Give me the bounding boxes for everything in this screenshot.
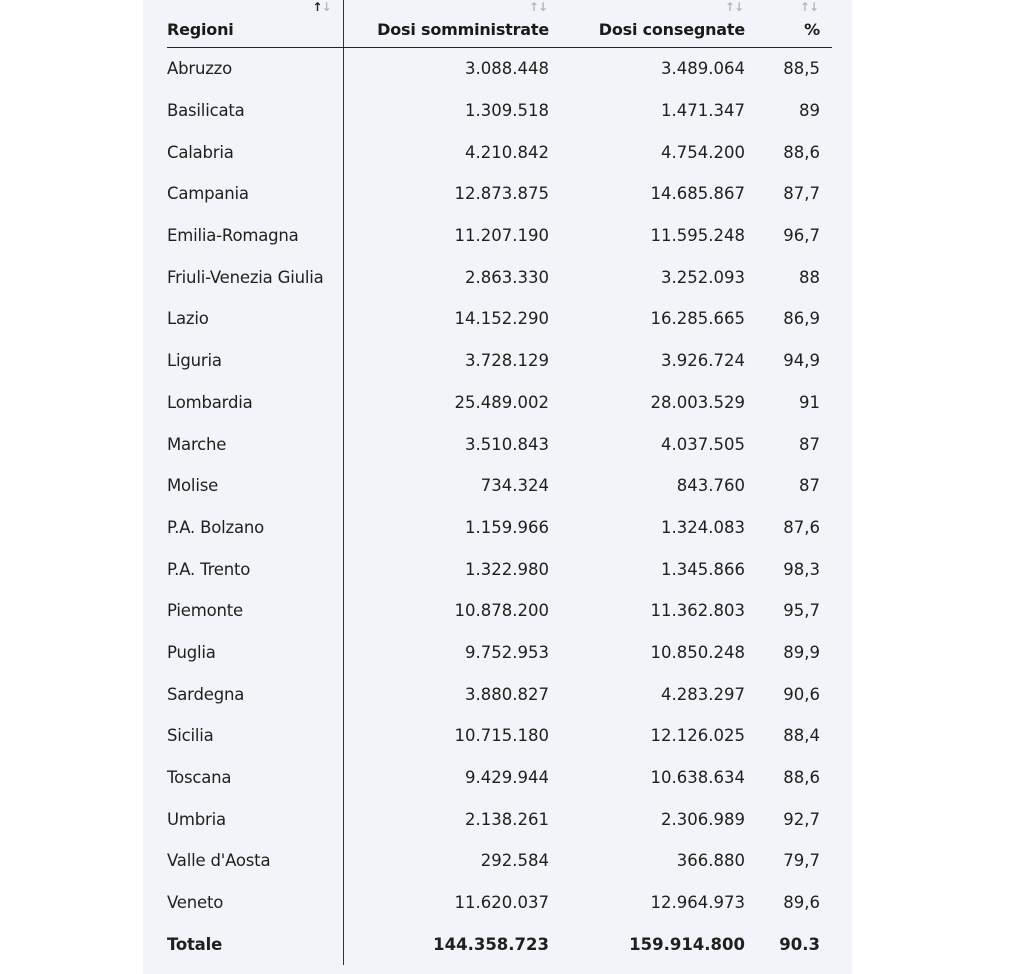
percent-cell: 79,7	[783, 851, 820, 871]
percent-cell: 91	[799, 392, 820, 412]
table-row	[167, 215, 832, 257]
delivered-cell: 10.850.248	[650, 642, 745, 662]
column-header-region[interactable]	[167, 0, 343, 48]
table-body	[167, 48, 832, 966]
delivered-cell: 4.037.505	[661, 434, 745, 454]
percent-cell: 86,9	[783, 309, 820, 329]
delivered-cell: 366.880	[676, 851, 745, 871]
table-row	[167, 673, 832, 715]
delivered-cell: 4.754.200	[661, 142, 745, 162]
table-row	[167, 715, 832, 757]
percent-cell: 89	[799, 101, 820, 121]
administered-cell: 11.207.190	[454, 226, 549, 246]
delivered-cell: 1.345.866	[661, 559, 745, 579]
percent-cell: 88	[799, 267, 820, 287]
table-row	[167, 173, 832, 215]
table-row	[167, 465, 832, 507]
percent-cell: 87,6	[783, 517, 820, 537]
region-cell: Lazio	[167, 298, 343, 340]
administered-cell: 2.863.330	[465, 267, 549, 287]
percent-cell: 88,6	[783, 142, 820, 162]
administered-cell: 9.752.953	[465, 642, 549, 662]
administered-cell: 4.210.842	[465, 142, 549, 162]
sort-icon[interactable]: ↑↓	[528, 0, 547, 14]
table-row	[167, 382, 832, 424]
delivered-cell: 4.283.297	[661, 684, 745, 704]
region-cell: Emilia-Romagna	[167, 215, 343, 257]
delivered-cell: 28.003.529	[650, 392, 745, 412]
region-cell: Lombardia	[167, 382, 343, 424]
administered-cell: 11.620.037	[454, 893, 549, 913]
region-cell: Sardegna	[167, 673, 343, 715]
delivered-cell: 2.306.989	[661, 809, 745, 829]
region-cell: Abruzzo	[167, 48, 343, 90]
percent-cell: 88,6	[783, 768, 820, 788]
administered-cell: 1.309.518	[465, 101, 549, 121]
delivered-cell: 11.595.248	[650, 226, 745, 246]
table-row	[167, 48, 832, 90]
administered-cell: 3.728.129	[465, 351, 549, 371]
percent-cell: 87	[799, 434, 820, 454]
administered-cell: 3.880.827	[465, 684, 549, 704]
region-cell: Basilicata	[167, 90, 343, 132]
administered-cell: 2.138.261	[465, 809, 549, 829]
administered-cell: 1.322.980	[465, 559, 549, 579]
column-header-label: %	[804, 20, 820, 39]
region-cell: Campania	[167, 173, 343, 215]
region-cell: Friuli-Venezia Giulia	[167, 256, 343, 298]
table-row	[167, 548, 832, 590]
delivered-cell: 14.685.867	[650, 184, 745, 204]
administered-cell: 9.429.944	[465, 768, 549, 788]
region-cell: Molise	[167, 465, 343, 507]
percent-cell: 88,5	[783, 59, 820, 79]
administered-cell: 292.584	[480, 851, 549, 871]
table-row	[167, 590, 832, 632]
column-header-percent[interactable]	[757, 0, 832, 48]
delivered-cell: 3.252.093	[661, 267, 745, 287]
sort-icon[interactable]: ↑↓	[724, 0, 743, 14]
table-row	[167, 423, 832, 465]
region-cell: P.A. Trento	[167, 548, 343, 590]
administered-cell: 12.873.875	[454, 184, 549, 204]
administered-cell: 14.152.290	[454, 309, 549, 329]
column-header-administered[interactable]	[343, 0, 561, 48]
region-cell: Piemonte	[167, 590, 343, 632]
column-header-label: Dosi somministrate	[377, 20, 549, 39]
table-row	[167, 298, 832, 340]
region-cell: Marche	[167, 423, 343, 465]
percent-cell: 94,9	[783, 351, 820, 371]
sort-icon[interactable]: ↑↓	[799, 0, 818, 14]
percent-cell: 89,6	[783, 893, 820, 913]
total-row	[167, 923, 832, 965]
administered-cell: 734.324	[480, 476, 549, 496]
table-row	[167, 757, 832, 799]
percent-cell: 87	[799, 476, 820, 496]
delivered-cell: 12.964.973	[650, 893, 745, 913]
region-cell: P.A. Bolzano	[167, 507, 343, 549]
percent-cell: 96,7	[783, 226, 820, 246]
region-cell: Puglia	[167, 632, 343, 674]
delivered-cell: 1.471.347	[661, 101, 745, 121]
table-panel	[143, 0, 852, 974]
table-row	[167, 840, 832, 882]
total-percent-cell: 90.3	[779, 934, 820, 954]
delivered-cell: 1.324.083	[661, 517, 745, 537]
administered-cell: 25.489.002	[454, 392, 549, 412]
delivered-cell: 16.285.665	[650, 309, 745, 329]
delivered-cell: 3.926.724	[661, 351, 745, 371]
table-row	[167, 256, 832, 298]
region-cell: Toscana	[167, 757, 343, 799]
delivered-cell: 843.760	[676, 476, 745, 496]
percent-cell: 92,7	[783, 809, 820, 829]
administered-cell: 10.715.180	[454, 726, 549, 746]
region-cell: Calabria	[167, 131, 343, 173]
region-cell: Sicilia	[167, 715, 343, 757]
region-cell: Valle d'Aosta	[167, 840, 343, 882]
table-header-row	[167, 0, 832, 48]
percent-cell: 90,6	[783, 684, 820, 704]
regions-table	[167, 0, 832, 965]
table-row	[167, 882, 832, 924]
region-cell: Veneto	[167, 882, 343, 924]
percent-cell: 98,3	[783, 559, 820, 579]
delivered-cell: 11.362.803	[650, 601, 745, 621]
table-row	[167, 507, 832, 549]
administered-cell: 1.159.966	[465, 517, 549, 537]
administered-cell: 3.088.448	[465, 59, 549, 79]
delivered-cell: 10.638.634	[650, 768, 745, 788]
region-cell: Umbria	[167, 798, 343, 840]
table-row	[167, 340, 832, 382]
total-label-cell: Totale	[167, 923, 343, 965]
region-cell: Liguria	[167, 340, 343, 382]
table-row	[167, 798, 832, 840]
percent-cell: 87,7	[783, 184, 820, 204]
column-header-label: Dosi consegnate	[598, 20, 745, 39]
column-header-delivered[interactable]	[561, 0, 757, 48]
percent-cell: 95,7	[783, 601, 820, 621]
delivered-cell: 12.126.025	[650, 726, 745, 746]
percent-cell: 88,4	[783, 726, 820, 746]
percent-cell: 89,9	[783, 642, 820, 662]
total-administered-cell: 144.358.723	[433, 934, 549, 954]
total-delivered-cell: 159.914.800	[629, 934, 745, 954]
table-row	[167, 131, 832, 173]
table-row	[167, 632, 832, 674]
administered-cell: 10.878.200	[454, 601, 549, 621]
column-header-label: Regioni	[167, 20, 234, 39]
administered-cell: 3.510.843	[465, 434, 549, 454]
delivered-cell: 3.489.064	[661, 59, 745, 79]
sort-ascending-active-icon[interactable]: ↑↓	[312, 0, 331, 14]
table-row	[167, 90, 832, 132]
